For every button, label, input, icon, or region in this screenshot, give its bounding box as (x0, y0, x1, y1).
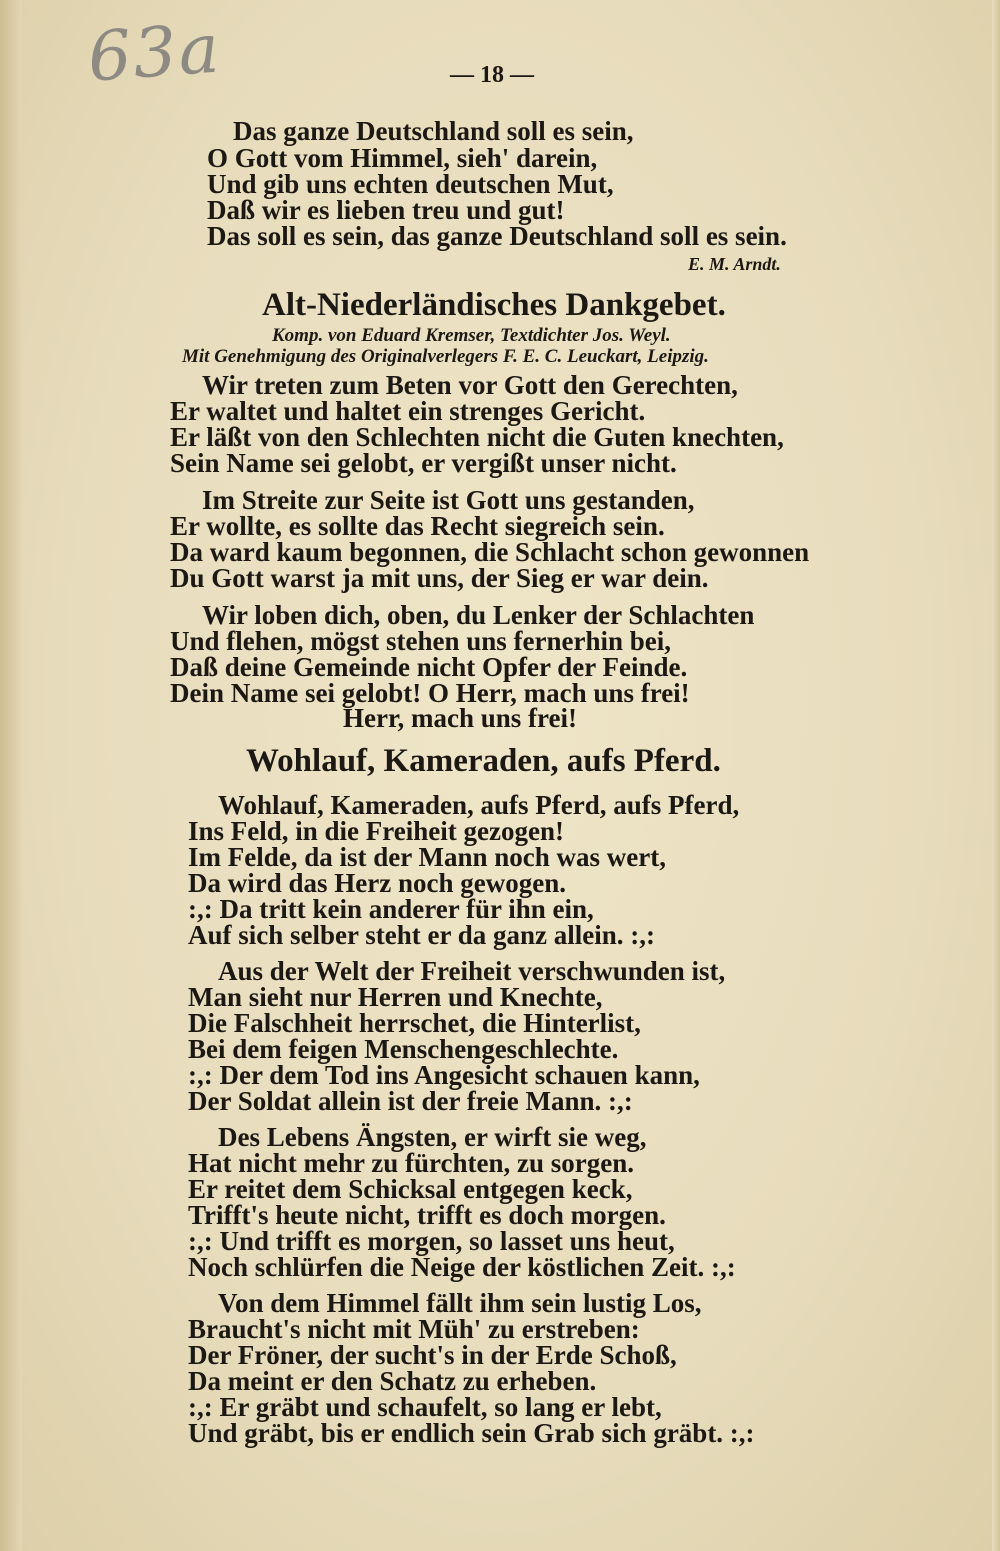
verse-line: Wir loben dich, oben, du Lenker der Schlachten (202, 600, 755, 630)
verse-line: Man sieht nur Herren und Knechte, (188, 982, 603, 1012)
composer-credit: Komp. von Eduard Kremser, Textdichter Jos. Weyl. (272, 325, 671, 346)
verse-line: Noch schlürfen die Neige der köstlichen Zeit. :,: (188, 1252, 736, 1282)
page-number: — 18 — (450, 62, 534, 88)
verse-line: Im Streite zur Seite ist Gott uns gestanden, (202, 485, 695, 515)
verse-line: O Gott vom Himmel, sieh' darein, (207, 143, 598, 173)
verse-line: Der Soldat allein ist der freie Mann. :,: (188, 1086, 633, 1116)
verse-line: Der Fröner, der sucht's in der Erde Schoß, (188, 1340, 677, 1370)
verse-line: Herr, mach uns frei! (343, 703, 577, 733)
verse-line: Braucht's nicht mit Müh' zu erstreben: (188, 1314, 640, 1344)
verse-line: Dein Name sei gelobt! O Herr, mach uns frei! (170, 678, 690, 708)
verse-line: Sein Name sei gelobt, er vergißt unser nicht. (170, 448, 677, 478)
verse-line: Er läßt von den Schlechten nicht die Guten knechten, (170, 422, 784, 452)
publisher-credit: Mit Genehmigung des Originalverlegers F. E. C. Leuckart, Leipzig. (182, 346, 709, 367)
verse-line: Im Felde, da ist der Mann noch was wert, (188, 842, 666, 872)
song-title: Wohlauf, Kameraden, aufs Pferd. (246, 743, 721, 779)
verse-line: Da meint er den Schatz zu erheben. (188, 1366, 597, 1396)
page-spine-shadow (0, 0, 22, 1551)
verse-line: Daß deine Gemeinde nicht Opfer der Feinde. (170, 652, 688, 682)
verse-line: Trifft's heute nicht, trifft es doch morgen. (188, 1200, 666, 1230)
verse-line: Er reitet dem Schicksal entgegen keck, (188, 1174, 633, 1204)
verse-line: Des Lebens Ängsten, er wirft sie weg, (218, 1122, 647, 1152)
page-right-edge (992, 0, 1000, 1551)
verse-line: Und flehen, mögst stehen uns fernerhin bei, (170, 626, 672, 656)
verse-line: :,: Da tritt kein anderer für ihn ein, (188, 894, 594, 924)
verse-line: Ins Feld, in die Freiheit gezogen! (188, 816, 564, 846)
verse-line: Er waltet und haltet ein strenges Gericht. (170, 396, 646, 426)
author-attribution: E. M. Arndt. (688, 254, 781, 274)
handwritten-pencil-mark: 63a (85, 9, 224, 98)
verse-line: Und gib uns echten deutschen Mut, (207, 169, 614, 199)
verse-line: Von dem Himmel fällt ihm sein lustig Los, (218, 1288, 702, 1318)
verse-line: Wir treten zum Beten vor Gott den Gerechten, (202, 370, 738, 400)
verse-line: Und gräbt, bis er endlich sein Grab sich gräbt. :,: (188, 1418, 755, 1448)
verse-line: Bei dem feigen Menschengeschlechte. (188, 1034, 619, 1064)
verse-line: Da wird das Herz noch gewogen. (188, 868, 566, 898)
verse-line: :,: Er gräbt und schaufelt, so lang er lebt, (188, 1392, 662, 1422)
verse-line: :,: Und trifft es morgen, so lasset uns heut, (188, 1226, 675, 1256)
verse-line: Auf sich selber steht er da ganz allein. :,: (188, 920, 655, 950)
verse-line: :,: Der dem Tod ins Angesicht schauen kann, (188, 1060, 700, 1090)
verse-line: Die Falschheit herrschet, die Hinterlist, (188, 1008, 641, 1038)
verse-line: Das ganze Deutschland soll es sein, (233, 116, 634, 146)
verse-line: Aus der Welt der Freiheit verschwunden ist, (218, 956, 726, 986)
verse-line: Wohlauf, Kameraden, aufs Pferd, aufs Pferd, (218, 790, 740, 820)
verse-line: Daß wir es lieben treu und gut! (207, 195, 565, 225)
verse-line: Hat nicht mehr zu fürchten, zu sorgen. (188, 1148, 634, 1178)
verse-line: Das soll es sein, das ganze Deutschland soll es sein. (207, 221, 787, 251)
verse-line: Du Gott warst ja mit uns, der Sieg er war dein. (170, 563, 709, 593)
verse-line: Er wollte, es sollte das Recht siegreich sein. (170, 511, 665, 541)
song-title: Alt-Niederländisches Dankgebet. (262, 287, 726, 323)
verse-line: Da ward kaum begonnen, die Schlacht schon gewonnen (170, 537, 810, 567)
